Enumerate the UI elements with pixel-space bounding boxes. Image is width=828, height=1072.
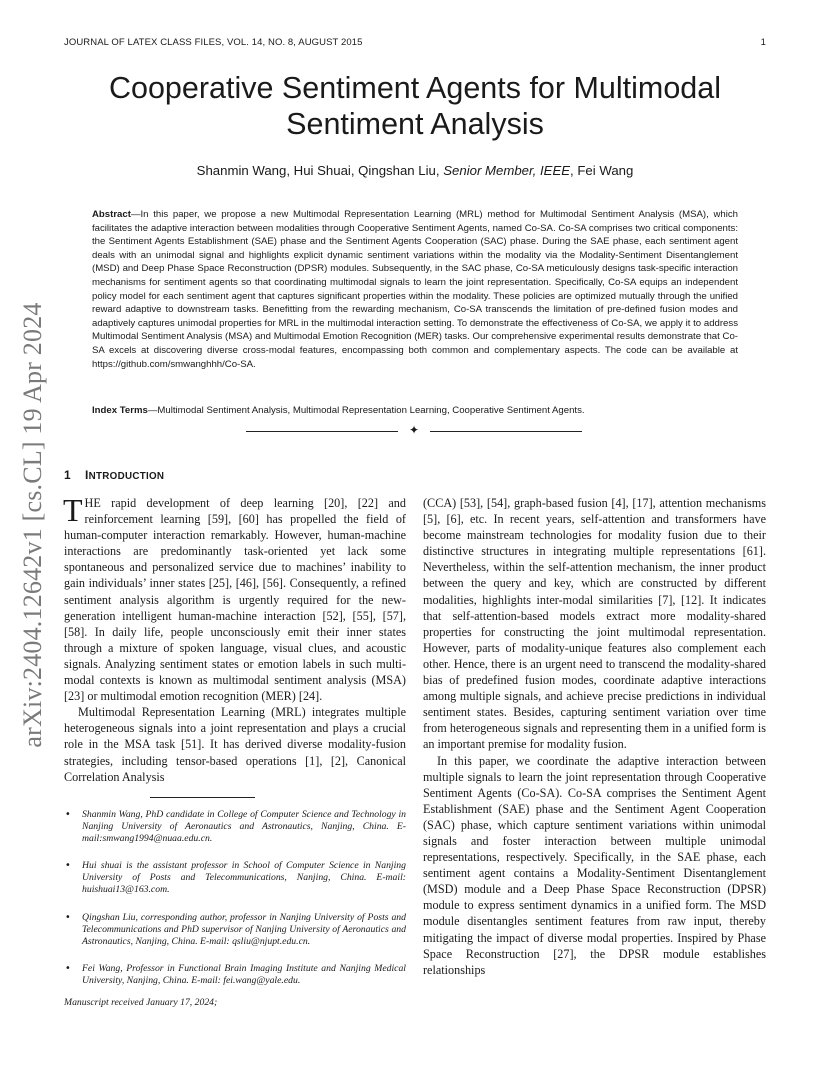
footnote-item (64, 912, 406, 948)
intro-paragraph-1-text: rapid development of deep learning [20], [22] and reinforcement learning [59], [60] has propelled the field of human-computer interaction remarkably. However, human-machine interactions are predominantly task-oriented yet lack some spontaneous and personalized service due to machines’ inability to gain individuals’ inner states [25], [46], [56]. Consequently, a refined sentiment analysis algorithm is urgently required for the new-generation intelligent human-machine interaction [52], [55], [57], [58]. In daily life, people unconsciously emit their inner states through a mixture of spoken language, visual clues, and acoustic signals. Analyzing sentiment states or emotion labels in such multi-modal contexts is known as multimodal sentiment analysis (MSA) [23] or multimodal emotion recognition (MER) [24]. (64, 496, 406, 704)
section-title-rest: NTRODUCTION (88, 471, 165, 482)
bullet-icon: • (65, 860, 71, 872)
footnote-item (64, 809, 406, 845)
section-number: 1 (64, 468, 71, 482)
author-names: Shanmin Wang, Hui Shuai, Qingshan Liu, (196, 163, 444, 178)
bullet-icon: • (65, 962, 71, 974)
right-column (423, 495, 766, 978)
footnote-text: Hui shuai is the assistant professor in School of Computer Science in Nanjing University of Posts and Telecommunications, Nanjing, China. E-mail: huishuai13@163.com. (82, 860, 406, 896)
manuscript-note: Manuscript received January 17, 2024; (64, 997, 218, 1008)
footnote-item (64, 963, 406, 987)
abstract (92, 208, 738, 371)
abstract-text: —In this paper, we propose a new Multimodal Representation Learning (MRL) method for Multimodal Sentiment Analysis (MSA), which facilitates the adaptive interaction between modalities through Cooperative Sentiment Agents, named Co-SA. Co-SA comprises two critical components: the Sentiment Agents Establishment (SAE) phase and the Sentiment Agents Cooperation (SAC) phase. During the SAE phase, each sentiment agent deals with an unimodal signal and highlights explicit dynamic sentiment variations within the modality via the Modality-Sentiment Disentanglement (MSD) and Deep Phase Space Reconstruction (DPSR) modules. Subsequently, in the SAC phase, Co-SA meticulously designs task-specific interaction mechanisms for sentiment agents so that coordinating multimodal signals to learn the joint representation. Specifically, Co-SA equips an independent policy model for each sentiment agent that captures significant properties within the modality. These policies are optimized mutually through the unified reward adaptive to downstream tasks. Benefitting from the rewarding mechanism, Co-SA transcends the limitation of pre-defined fusion modes and adaptively captures unimodal properties for MRL in the multimodal interaction setting. To demonstrate the effectiveness of Co-SA, we apply it to address Multimodal Sentiment Analysis (MSA) and Multimodal Emotion Recognition (MER) tasks. Our comprehensive experimental results demonstrate that Co-SA excels at discovering diverse cross-modal features, encompassing both common and complementary aspects. The code can be available at https://github.com/smwanghhh/Co-SA. (92, 209, 738, 370)
arxiv-identifier: arXiv:2404.12642v1 [cs.CL] 19 Apr 2024 (18, 302, 47, 748)
separator-line-right (430, 431, 582, 432)
footnotes (64, 809, 406, 1008)
separator-star-icon: ✦ (408, 423, 420, 437)
intro-paragraph-3: (CCA) [53], [54], graph-based fusion [4], [17], attention mechanisms [5], [6], etc. In recent years, self-attention and transformers have become mainstream technologies for modality fusion due to their distinctive structures in integrating multiple representations [61]. Nevertheless, within the self-attention mechanism, the inner product between the query and key, which are constructed by different modalities, highlights inter-modal similarities [7], [12]. It indicates that self-attention-based models extract more modality-shared properties for constructing the joint multimodal representation. However, parts of modality-unique features also complement each other. Hence, there is an urgent need to transcend the modality-shared bias of predefined fusion modes, coordinate adaptive interactions among multiple signals, and achieve precise predictions in individual sentiment states. Besides, capturing sentiment variation over time from heterogeneous signals and representing them in a unified form is an important premise for modality fusion. (423, 496, 766, 752)
section-separator (246, 425, 582, 439)
footnote-rule (150, 797, 255, 798)
intro-paragraph-4: In this paper, we coordinate the adaptive interaction between multiple signals to learn the joint representation through Cooperative Sentiment Agents (Co-SA). Co-SA comprises the Sentiment Agent Establishment (SAE) phase and the Sentiment Agent Cooperation (SAC) phase, which capture sentiment variations within unimodal signals and foster interaction between multiple unimodal representations, respectively. Specifically, in the SAE phase, each sentiment agent contains a Modality-Sentiment Disentanglement (MSD) module and a Deep Phase Space Reconstruction (DPSR) module to express sentiment dynamics in a unified form. The MSD module disentangles sentiment features from raw input, thereby mitigating the impact of diverse modal properties. Inspired by Phase Space Reconstruction [27], the DPSR module establishes relationships (423, 753, 766, 977)
footnote-text: Fei Wang, Professor in Functional Brain Imaging Institute and Nanjing Medical University, Nanjing, China. E-mail: fei.wang@yale.edu. (82, 962, 406, 986)
bullet-icon: • (65, 809, 71, 820)
separator-line-left (246, 431, 398, 432)
footnote-text: Qingshan Liu, corresponding author, professor in Nanjing University of Posts and Telecommunications and PhD supervisor of Nanjing University of Aeronautics and Astronautics, Nanjing, China. E-mail: qsliu@njupt.edu.cn. (82, 911, 406, 947)
intro-paragraph-1 (63, 492, 406, 704)
section-title-initial: I (84, 468, 89, 482)
index-terms (92, 404, 738, 418)
section-heading (64, 468, 164, 482)
intro-paragraph-2: Multimodal Representation Learning (MRL) integrates multiple heterogeneous signals into a joint representation and plays a crucial role in the MSA task [51]. It has derived diverse modality-fusion strategies, including tensor-based operations [1], [2], Canonical Correlation Analysis (64, 705, 406, 784)
footnote-item (64, 860, 406, 896)
author-last: , Fei Wang (570, 163, 634, 178)
author-role: Senior Member, IEEE (443, 163, 571, 178)
footnote-text: Shanmin Wang, PhD candidate in College of Computer Science and Technology in Nanjing University of Aeronautics and Astronautics, Nanjing, China. E-mail:smwang1994@nuaa.edu.cn. (82, 809, 406, 845)
drop-cap-continuation: HE (84, 496, 101, 510)
paper-title: Cooperative Sentiment Agents for Multimodal Sentiment Analysis (108, 71, 721, 141)
bullet-icon: • (65, 911, 71, 923)
index-terms-label: Index Terms (92, 405, 148, 416)
journal-name: JOURNAL OF LATEX CLASS FILES, VOL. 14, NO. 8, AUGUST 2015 (64, 37, 363, 48)
running-head (64, 37, 766, 48)
arxiv-stamp (18, 290, 48, 760)
left-column (63, 492, 406, 785)
abstract-label: Abstract (92, 209, 131, 220)
index-terms-text: —Multimodal Sentiment Analysis, Multimodal Representation Learning, Cooperative Sentiment Agents. (147, 405, 585, 416)
page-number: 1 (760, 37, 766, 48)
author-list (64, 163, 766, 178)
drop-cap: T (63, 492, 83, 528)
